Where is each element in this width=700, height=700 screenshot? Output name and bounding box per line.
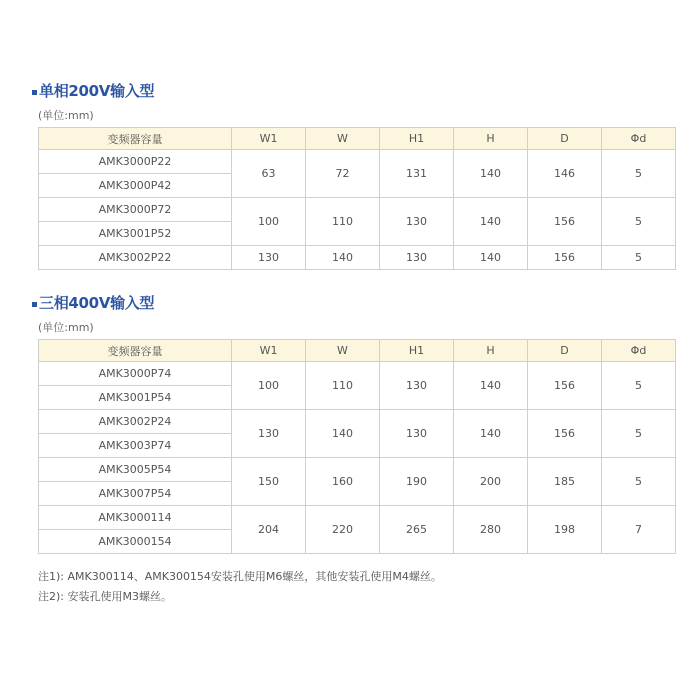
model-cell: AMK3000154: [39, 530, 232, 554]
value-cell: 140: [454, 410, 528, 458]
model-cell: AMK3000114: [39, 506, 232, 530]
table-row: [39, 246, 676, 270]
value-cell: 131: [380, 150, 454, 198]
value-cell: 190: [380, 458, 454, 506]
value-cell: 63: [232, 150, 306, 198]
value-cell: 150: [232, 458, 306, 506]
value-cell: 140: [306, 410, 380, 458]
value-cell: 140: [454, 198, 528, 246]
spec-table-single-phase: [38, 127, 676, 270]
model-cell: AMK3001P52: [39, 222, 232, 246]
section-title-three-phase: [32, 292, 154, 313]
column-header: D: [528, 340, 602, 362]
value-cell: 5: [602, 458, 676, 506]
table-row: [39, 198, 676, 222]
column-header: Φd: [602, 340, 676, 362]
column-header: Φd: [602, 128, 676, 150]
value-cell: 5: [602, 150, 676, 198]
table-row: [39, 506, 676, 530]
value-cell: 5: [602, 246, 676, 270]
model-cell: AMK3001P54: [39, 386, 232, 410]
square-bullet-icon: [32, 302, 37, 307]
column-header: W: [306, 340, 380, 362]
value-cell: 130: [380, 246, 454, 270]
column-header: D: [528, 128, 602, 150]
value-cell: 156: [528, 410, 602, 458]
section-title-single-phase: [32, 80, 154, 101]
column-header: H: [454, 128, 528, 150]
value-cell: 130: [232, 246, 306, 270]
value-cell: 5: [602, 410, 676, 458]
value-cell: 200: [454, 458, 528, 506]
model-cell: AMK3000P42: [39, 174, 232, 198]
column-header: W: [306, 128, 380, 150]
notes: [38, 567, 442, 607]
value-cell: 100: [232, 362, 306, 410]
value-cell: 280: [454, 506, 528, 554]
column-header: W1: [232, 340, 306, 362]
model-cell: AMK3007P54: [39, 482, 232, 506]
column-header: 变频器容量: [39, 128, 232, 150]
section-title-text: 单相200V输入型: [39, 82, 155, 100]
value-cell: 110: [306, 198, 380, 246]
value-cell: 265: [380, 506, 454, 554]
value-cell: 110: [306, 362, 380, 410]
value-cell: 100: [232, 198, 306, 246]
model-cell: AMK3000P72: [39, 198, 232, 222]
value-cell: 140: [454, 150, 528, 198]
model-cell: AMK3005P54: [39, 458, 232, 482]
spec-table-three-phase: [38, 339, 676, 554]
value-cell: 185: [528, 458, 602, 506]
value-cell: 220: [306, 506, 380, 554]
model-cell: AMK3002P22: [39, 246, 232, 270]
value-cell: 146: [528, 150, 602, 198]
column-header: 变频器容量: [39, 340, 232, 362]
table-row: [39, 410, 676, 434]
value-cell: 160: [306, 458, 380, 506]
note-2: 注2): 安装孔使用M3螺丝。: [38, 590, 172, 603]
value-cell: 140: [306, 246, 380, 270]
value-cell: 198: [528, 506, 602, 554]
value-cell: 5: [602, 362, 676, 410]
value-cell: 7: [602, 506, 676, 554]
unit-label: (单位:mm): [38, 109, 94, 122]
table-row: [39, 458, 676, 482]
column-header: H1: [380, 340, 454, 362]
column-header: H: [454, 340, 528, 362]
square-bullet-icon: [32, 90, 37, 95]
value-cell: 130: [232, 410, 306, 458]
table-header-row: [39, 128, 676, 150]
value-cell: 140: [454, 246, 528, 270]
model-cell: AMK3002P24: [39, 410, 232, 434]
section-title-text: 三相400V输入型: [39, 294, 155, 312]
value-cell: 156: [528, 362, 602, 410]
value-cell: 140: [454, 362, 528, 410]
value-cell: 156: [528, 198, 602, 246]
column-header: H1: [380, 128, 454, 150]
value-cell: 5: [602, 198, 676, 246]
value-cell: 156: [528, 246, 602, 270]
table-row: [39, 150, 676, 174]
model-cell: AMK3003P74: [39, 434, 232, 458]
value-cell: 130: [380, 410, 454, 458]
note-1: 注1): AMK300114、AMK300154安装孔使用M6螺丝，其他安装孔使用M4螺丝。: [38, 570, 442, 583]
value-cell: 72: [306, 150, 380, 198]
column-header: W1: [232, 128, 306, 150]
model-cell: AMK3000P74: [39, 362, 232, 386]
table-row: [39, 362, 676, 386]
value-cell: 130: [380, 198, 454, 246]
unit-label: (单位:mm): [38, 321, 94, 334]
value-cell: 204: [232, 506, 306, 554]
value-cell: 130: [380, 362, 454, 410]
table-header-row: [39, 340, 676, 362]
model-cell: AMK3000P22: [39, 150, 232, 174]
